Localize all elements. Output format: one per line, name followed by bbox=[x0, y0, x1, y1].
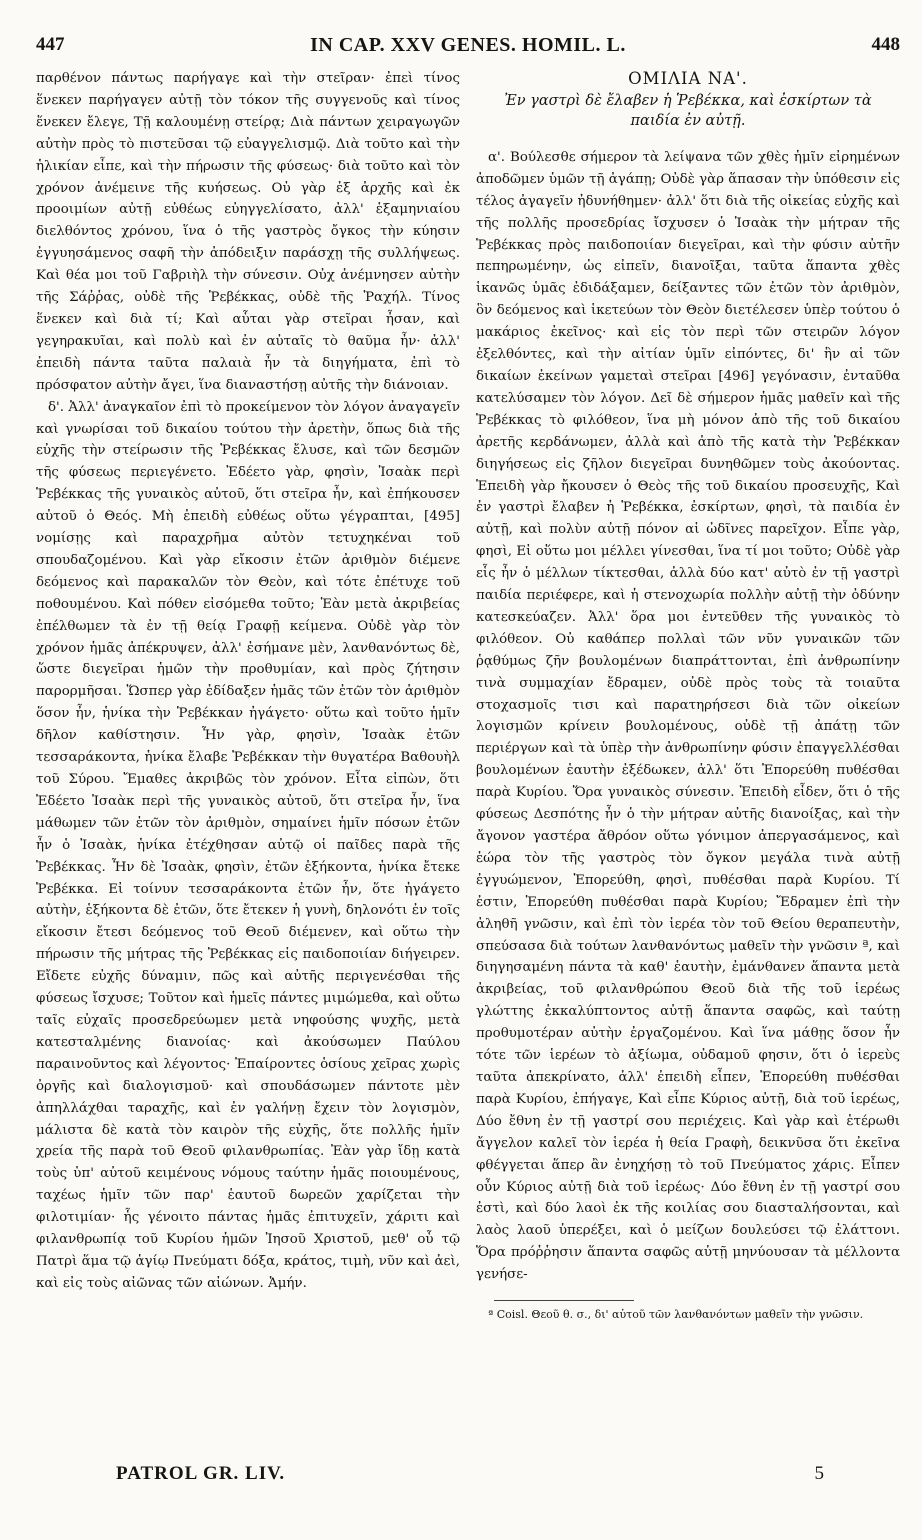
homily-subtitle: Ἐν γαστρὶ δὲ ἔλαβεν ἡ Ῥεβέκκα, καὶ ἐσκίρτων τὰ παιδία ἐν αὐτῇ. bbox=[504, 92, 872, 129]
homily-title: ΟΜΙΛΙΑ ΝΑ'. bbox=[628, 69, 748, 88]
page-number-left: 447 bbox=[36, 34, 65, 55]
left-paragraph-2: δ'. Ἀλλ' ἀναγκαῖον ἐπὶ τὸ προκείμενον τὸν λόγον ἀναγαγεῖν καὶ γνωρίσαι τοῦ δικαίου τούτου τὴν ἀρετὴν, ὅπως διὰ τῆς εὐχῆς τὴν στείρωσιν τῆς Ῥεβέκκας ἔλυσε, καὶ τῶν δεσμῶν τῆς φύσεως περιεγένετο. Ἐδέετο γὰρ, φησὶν, Ἰσαὰκ περὶ Ῥεβέκκας τῆς γυναικὸς αὐτοῦ, ὅτι στεῖρα ἦν, καὶ ἐπήκουσεν αὐτοῦ ὁ Θεός. Μὴ ἐπειδὴ εὐθέως οὕτω γέγραπται, [495] νομίσῃς καὶ παραχρῆμα αὐτὸν τετυχηκέναι τοῦ σπουδαζομένου. Καὶ γὰρ εἴκοσιν ἐτῶν ἀριθμὸν διέμενε δεόμενος καὶ παρακαλῶν τὸν Θεὸν, καὶ τότε ἐπέτυχε τοῦ ποθουμένου. Καὶ πόθεν εἰσόμεθα τοῦτο; Ἐὰν μετὰ ἀκριβείας ἐπέλθωμεν τὰ ἐν τῇ θείᾳ Γραφῇ κείμενα. Οὐδὲ γὰρ τὸν χρόνον ἡμᾶς ἀπέκρυψεν, ἀλλ' ἐσήμανε μὲν, λανθανόντως δὲ, ὥστε διεγεῖραι ἡμῶν τὴν προθυμίαν, καὶ πρὸς ζήτησιν παρορμῆσαι. Ὥσπερ γὰρ ἐδίδαξεν ἡμᾶς τῶν ἐτῶν τὸν ἀριθμὸν ὅσον ἦν, ἡνίκα τὴν Ῥεβέκκαν ἠγάγετο· οὕτω καὶ τοῦτο ἡμῖν δῆλον καθίστησιν. Ἦν γὰρ, φησὶν, Ἰσαὰκ ἐτῶν τεσσαράκοντα, ἡνίκα ἔλαβε Ῥεβέκκαν τὴν θυγατέρα Βαθουὴλ τοῦ Σύρου. Ἔμαθες ἀκριβῶς τὸν χρόνον. Εἶτα εἰπὼν, ὅτι Ἐδέετο Ἰσαὰκ περὶ τῆς γυναικὸς αὐτοῦ, ὅτι στεῖρα ἦν, ἵνα μάθωμεν τῶν ἐτῶν τὸν ἀριθμὸν, σημαίνει ἡμῖν πόσων ἐτῶν ἦν ὁ Ἰσαὰκ, ἡνίκα ἐτέχθησαν αὐτῷ οἱ παῖδες παρὰ τῆς Ῥεβέκκας. Ἦν δὲ Ἰσαὰκ, φησὶν, ἐτῶν ἑξήκοντα, ἡνίκα ἔτεκε Ῥεβέκκα. Εἰ τοίνυν τεσσαράκοντα ἐτῶν ἦν, ὅτε ἠγάγετο αὐτὴν, ἑξήκοντα δὲ ἐτῶν, ὅτε ἔτεκεν ἡ γυνὴ, δηλονότι ἐν τοῖς εἴκοσιν ἔτεσι δεόμενος τοῦ Θεοῦ διέμενεν, καὶ οὕτω τὴν πήρωσιν τῆς μήτρας τῆς Ῥεβέκκας εἰς παιδοποιίαν διήγειρεν. Εἴδετε εὐχῆς δύναμιν, πῶς καὶ αὐτῆς περιγενέσθαι τῆς φύσεως ἴσχυσε; Τοῦτον καὶ ἡμεῖς πάντες μιμώμεθα, καὶ οὕτω ταῖς εὐχαῖς προσεδρεύωμεν μετὰ νηφούσης ψυχῆς, μετὰ κατεσταλμένης διανοίας· καὶ ἀκούσωμεν Παύλου παραινοῦντος καὶ λέγοντος· Ἐπαίροντες ὁσίους χεῖρας χωρὶς ὀργῆς καὶ διαλογισμοῦ· καὶ σπουδάσωμεν πάντοτε μὲν ἀπηλλάχθαι ταραχῆς, καὶ ἐν γαλήνῃ ἔχειν τὸν λογισμὸν, μάλιστα δὲ κατὰ τὸν καιρὸν τῆς εὐχῆς, ὅτε πολλῆς ἡμῖν χρεία τῆς παρὰ τοῦ Θεοῦ φιλανθρωπίας. Ἐὰν γὰρ ἴδῃ κατὰ τοὺς ὑπ' αὐτοῦ κειμένους νόμους ταύτην ἡμᾶς ποιουμένους, ταχέως ἡμῖν τῶν παρ' ἑαυτοῦ δωρεῶν χαρίζεται τὴν φιλοτιμίαν· ἧς γένοιτο πάντας ἡμᾶς ἐπιτυχεῖν, χάριτι καὶ φιλανθρωπίᾳ τοῦ Κυρίου ἡμῶν Ἰησοῦ Χριστοῦ, μεθ' οὗ τῷ Πατρὶ ἅμα τῷ ἁγίῳ Πνεύματι δόξα, κράτος, τιμὴ, νῦν καὶ ἀεὶ, καὶ εἰς τοὺς αἰῶνας τῶν αἰώνων. Ἀμήν. bbox=[36, 399, 460, 1291]
right-column bbox=[476, 68, 900, 1438]
running-title: IN CAP. XXV GENES. HOMIL. L. bbox=[310, 34, 626, 56]
footnote: ª Coisl. Θεοῦ θ. σ., δι' αὐτοῦ τῶν λανθανόντων μαθεῖν τὴν γνῶσιν. bbox=[488, 1308, 864, 1322]
page-header bbox=[36, 34, 900, 60]
left-paragraph-1: παρθένον πάντως παρήγαγε καὶ τὴν στεῖραν· ἐπεὶ τίνος ἕνεκεν παρήγαγεν αὐτῇ τὸν τόκον τῆς συγγενοῦς καὶ τίνος ἕνεκεν ἔλεγε, Τῇ καλουμένῃ στείρᾳ; Διὰ πάντων χειραγωγῶν αὐτὴν πρὸς τὸ πιστεῦσαι τῷ εὐαγγελισμῷ. Διὰ τοῦτο καὶ τὴν ἡλικίαν εἶπε, καὶ τὴν πήρωσιν τῆς φύσεως· διὰ τοῦτο καὶ τὸν χρόνον ἀνέμεινε τῆς κυήσεως. Οὐ γὰρ ἐξ ἀρχῆς καὶ ἐκ προοιμίων αὐτῇ εὐθέως εὐηγγελίσατο, ἀλλ' ἑξαμηνιαίου διελθόντος χρόνου, ἵνα ὁ τῆς γαστρὸς ὄγκος τὴν κύησιν ἐγγυησάμενος σαφῆ τὴν ἀπόδειξιν παράσχῃ τῆς συλλήψεως. Καὶ θέα μοι τοῦ Γαβριὴλ τὴν σύνεσιν. Οὐχ ἀνέμνησεν αὐτὴν τῆς Σάῤῥας, οὐδὲ τῆς Ῥεβέκκας, οὐδὲ τῆς Ῥαχήλ. Τίνος ἕνεκεν καὶ διὰ τί; Καὶ αὗται γὰρ στεῖραι ἦσαν, καὶ γεγηρακυῖαι, καὶ πολὺ καὶ ἐν αὐταῖς τὸ θαῦμα ἦν· ἀλλ' ἐπειδὴ πάντα ταῦτα παλαιὰ ἦν τὰ διηγήματα, ἐπὶ τὸ πρόσφατον αὐτὴν ἄγει, ἵνα διαναστήσῃ αὐτῆς τὴν διάνοιαν. bbox=[36, 71, 460, 393]
page-footer bbox=[116, 1463, 824, 1489]
signature-mark: PATROL GR. LIV. bbox=[116, 1463, 286, 1484]
signature-number: 5 bbox=[814, 1463, 824, 1484]
left-column bbox=[36, 68, 460, 1438]
page-number-right: 448 bbox=[871, 34, 900, 55]
footnote-divider bbox=[494, 1300, 634, 1301]
right-paragraph-1: α'. Βούλεσθε σήμερον τὰ λείψανα τῶν χθὲς ἡμῖν εἰρημένων ἀποδῶμεν ὑμῶν τῇ ἀγάπῃ; Οὐδὲ γὰρ ἅπασαν τὴν ὑπόθεσιν εἰς τέλος ἀγαγεῖν ἠδυνήθημεν· ἀλλ' ὅτι διὰ τῆς οἰκείας εὐχῆς καὶ τῆς πολλῆς προσεδρίας ἴσχυσεν ὁ Ἰσαὰκ τὴν μήτραν τῆς Ῥεβέκκας πρὸς παιδοποιίαν διεγεῖραι, καὶ τὴν φύσιν αὐτῆν πεπηρωμένην, ὡς εἰπεῖν, διανοῖξαι, ταῦτα ἅπαντα χθὲς ἱκανῶς ὑμᾶς ἐδιδάξαμεν, δείξαντες τῶν ἐτῶν τὸν ἀριθμὸν, ὃν δεόμενος καὶ ἱκετεύων τὸν Θεὸν διετέλεσεν ὑπὲρ τούτου ὁ μακάριος ἐκεῖνος· καὶ εἰς τὸν περὶ τῶν στειρῶν λόγον ἐξελθόντες, καὶ τὴν αἰτίαν ὑμῖν εἰπόντες, δι' ἣν αἱ τῶν δικαίων ἐκείνων γαμεταὶ στεῖραι [496] γεγόνασιν, ἐνταῦθα κατελύσαμεν τὸν λόγον. Δεῖ δὲ σήμερον ἡμᾶς μαθεῖν καὶ τῆς Ῥεβέκκας τὸ φιλόθεον, ἵνα μὴ μόνον ἀπὸ τῆς τοῦ δικαίου ἀρετῆς κερδάνωμεν, ἀλλὰ καὶ ἀπὸ τῆς κατὰ τὴν Ῥεβέκκαν διηγήσεως εἰς ζῆλον διεγεῖραι δυνηθῶμεν τοὺς ἀκούοντας. Ἐπειδὴ γὰρ ἤκουσεν ὁ Θεὸς τῆς τοῦ δικαίου προσευχῆς, Καὶ ἐν γαστρὶ ἔλαβεν ἡ Ῥεβέκκα, ἐσκίρτων, φησὶ, τὰ παιδία ἐν αὐτῇ, καὶ πολὺν αὐτῇ πόνον αἱ ὠδῖνες παρεῖχον. Εἶπε γὰρ, φησὶ, Εἰ οὕτω μοι μέλλει γίνεσθαι, ἵνα τί μοι τοῦτο; Οὐδὲ γὰρ εἷς ἦν ὁ μέλλων τίκτεσθαι, ἀλλὰ δύο κατ' αὐτὸ ἐν τῇ γαστρὶ παιδία περιέφερε, καὶ ἡ στενοχωρία πολλὴν αὐτῇ τὴν ὀδύνην κατεσκεύαζεν. Ἀλλ' ὅρα μοι ἐντεῦθεν τῆς γυναικὸς τὸ φιλόθεον. Οὐ καθάπερ πολλαὶ τῶν νῦν γυναικῶν τῶν ῥᾳθύμως ζῆν βουλομένων διαπράττονται, ἐπὶ ἀνθρωπίνην τινὰ συμμαχίαν ἔδραμεν, οὐδὲ πρὸς τοὺς τὰ τοιαῦτα στοχασμοῖς τισι καὶ παρατηρήσεσι διὰ τῶν οἰκείων λογισμῶν κρίνειν βουλομένους, οὐδὲ τῇ ἀπάτῃ τῶν περιέργων καὶ τὰ ὑπὲρ τὴν ἀνθρωπίνην φύσιν ἐπαγγελλέσθαι βουλομένων ἑαυτὴν ἐξέδωκεν, ἀλλ' ὅτι Ἐπορεύθη πυθέσθαι παρὰ Κυρίου. Ὅρα γυναικὸς σύνεσιν. Ἐπειδὴ εἶδεν, ὅτι ὁ τῆς φύσεως Δεσπότης ἦν ὁ τὴν μήτραν αὐτῆς διανοίξας, καὶ τὴν ἄγονον γαστέρα ἄθρόον οὕτω γόνιμον ἀπεργασάμενος, καὶ ἑώρα τὸν τῆς γαστρὸς τὸν ὄγκον μεγάλα τινὰ αὐτῇ ἐγγυώμενον, Ἐπορεύθη, φησὶ, πυθέσθαι παρὰ Κυρίου. Τί ἐστιν, Ἐπορεύθη πυθέσθαι παρὰ Κυρίου; Ἔδραμεν ἐπὶ τὴν ἀληθῆ γνῶσιν, καὶ ἐπὶ τὸν ἱερέα τὸν τοῦ Θείου θεραπευτὴν, σπεύσασα διὰ τούτων λανθανόντως μαθεῖν τὴν γνῶσιν ª, καὶ διηγησαμένη πάντα τὰ καθ' ἑαυτὴν, ἐμάνθανεν ἅπαντα μετὰ ἀκριβείας, τοῦ φιλανθρώπου Θεοῦ διὰ τῆς τοῦ ἱερέως γλώττης ἐκκαλύπτοντος αὐτῇ ἅπαντα σαφῶς, καὶ ταύτῃ προθυμοτέραν αὐτὴν ἐργαζομένου. Καὶ ἵνα μάθῃς ὅσον ἦν τότε τῶν ἱερέων τὸ ἀξίωμα, οὐδαμοῦ φησιν, ὅτι ὁ ἱερεὺς ταῦτα ἀπεκρίνατο, ἀλλ' ἐπειδὴ εἶπεν, Ἐπορεύθη πυθέσθαι παρὰ Κυρίου, ἐπήγαγε, Καὶ εἶπε Κύριος αὐτῇ, διὰ τοῦ ἱερέως, Δύο ἔθνη ἐν τῇ γαστρί σου περιέχεις. Καὶ γὰρ καὶ ἑτέρωθι ἄγγελον καλεῖ τὸν ἱερέα ἡ θεία Γραφὴ, δεικνῦσα ὅτι ἐκεῖνα φθέγγεται ἅπερ ἂν ἐνηχήσῃ τὸ τοῦ Πνεύματος χάρις. Εἶπεν οὖν Κύριος αὐτῇ διὰ τοῦ ἱερέως· Δύο ἔθνη ἐν τῇ γαστρί σου ἐστὶ, καὶ δύο λαοὶ ἐκ τῆς κοιλίας σου διασταλήσονται, καὶ λαὸς λαοῦ ὑπερέξει, καὶ ὁ μείζων δουλεύσει τῷ ἐλάττονι. Ὅρα πρόῤῥησιν ἅπαντα σαφῶς αὐτῇ μηνύουσαν τὰ μέλλοντα γενήσε- bbox=[476, 149, 900, 1283]
